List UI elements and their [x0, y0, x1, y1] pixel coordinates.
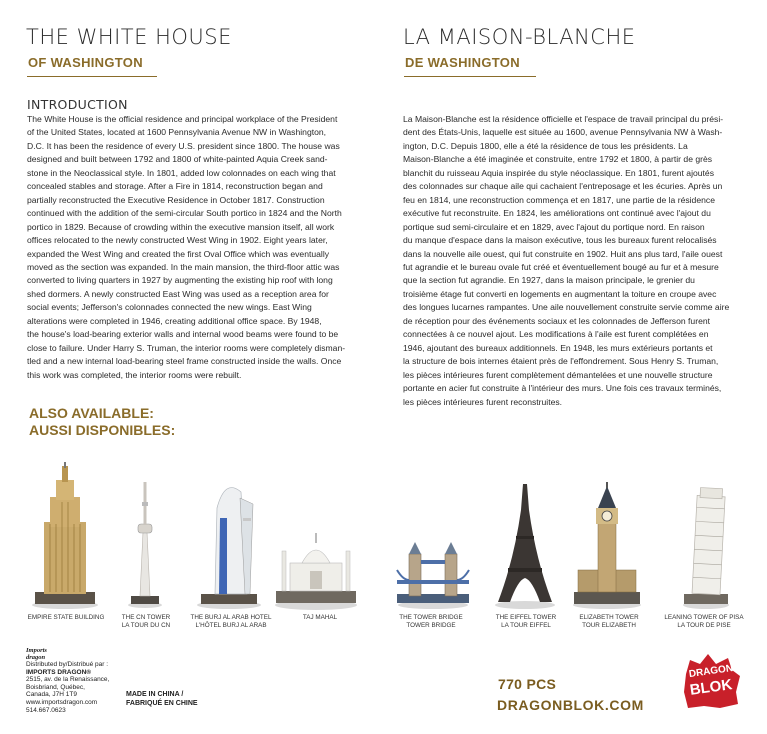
text-line: ington, D.C. Depuis 1800, elle a été la résidence de tous les présidents. La — [403, 140, 688, 151]
text-line: du manque d'espace dans la maison exécutive, tous les bureaux furent relocalisés — [403, 235, 717, 246]
text-line: this work was completed, the interior rooms were rebuilt. — [27, 369, 242, 380]
caption-en: TAJ MAHAL — [302, 614, 338, 621]
made-in-en: MADE IN CHINA / — [126, 691, 184, 698]
caption-taj-mahal — [282, 614, 358, 622]
caption-burj-al-arab — [183, 614, 279, 630]
caption-en: THE TOWER BRIDGE — [399, 614, 463, 621]
text-line: 1946, ajoutant des bureaux additionnels. En 1948, les murs extérieurs portants et — [403, 342, 713, 353]
caption-fr: TOWER BRIDGE — [406, 622, 456, 629]
caption-elizabeth-tower — [570, 614, 648, 630]
tower-bridge-model — [397, 540, 469, 610]
text-line: the house's load-bearing exterior walls and internal wood beams were found to be — [27, 329, 339, 340]
distributor-line: www.importsdragon.com — [26, 698, 98, 706]
caption-en: ELIZABETH TOWER — [579, 614, 639, 621]
also-available-heading — [29, 405, 175, 439]
text-line: alterations were completed in 1946, creating additional office space. By 1948, — [27, 315, 322, 326]
caption-empire-state-building — [18, 614, 114, 622]
english-title: THE WHITE HOUSE — [26, 25, 232, 49]
text-line: of the United States, located at 1600 Pennsylvania Avenue NW in Washington, — [27, 127, 327, 138]
text-line: Maison-Blanche a été imaginée et construite, entre 1792 et 1800, à partir de grès — [403, 154, 713, 165]
distributor-line: Distributed by/Distribué par : — [26, 661, 109, 668]
text-line: dent des États-Unis, laquelle est située au 1600, avenue Pennsylvania NW à Wash- — [403, 127, 723, 138]
caption-en: THE EIFFEL TOWER — [495, 614, 557, 621]
distributor-line: 514.667.0623 — [26, 706, 66, 714]
text-line: que la section fut agrandie. En 1927, dans la maison principale, le grenier du — [403, 275, 695, 286]
text-line: troisième étage fut converti en logements en augmentant la toiture en croupe avec — [403, 288, 717, 299]
text-line: moved as the section was expanded. In the main mansion, the third-floor attic was — [27, 261, 340, 272]
french-subtitle: DE WASHINGTON — [405, 55, 520, 70]
cn-tower-model — [125, 482, 165, 610]
english-subtitle: OF WASHINGTON — [28, 55, 143, 70]
text-line: La Maison-Blanche est la résidence officielle et l'espace de travail principal du prési- — [403, 114, 724, 124]
text-line: partially reconstructed the Executive Residence in October 1817. Construction — [27, 194, 325, 205]
caption-tower-bridge — [388, 614, 474, 630]
text-line: les pièces intérieures furent reconstruites. — [403, 396, 563, 407]
caption-eiffel-tower — [485, 614, 567, 630]
caption-fr: LA TOUR EIFFEL — [501, 622, 551, 629]
text-line: dans la nouvelle aile ouest, qui fut construite en 1902. Huit ans plus tard, l'aile ouest — [403, 248, 723, 259]
text-line: D.C. It has been the residence of every U.S. president since 1800. The house was — [27, 140, 340, 151]
made-in-fr: FABRIQUÉ EN CHINE — [126, 700, 198, 707]
text-line: feu en 1814, une reconstruction commença et en 1817, une partie de la résidence — [403, 194, 715, 205]
elizabeth-tower-model — [572, 482, 642, 610]
caption-fr: LA TOUR DE PISE — [677, 622, 731, 629]
distributor-line: IMPORTS DRAGON® — [26, 668, 92, 676]
distributor-line: Canada, J7H 1T9 — [26, 691, 77, 699]
text-line: portante en acier fut construite à l'intérieur des murs. Une fois ces travaux terminés, — [403, 383, 722, 394]
text-line: stone in the Neoclassical style. In 1801, added low colonnades on each wing that — [27, 167, 336, 178]
text-line: des longues lucarnes rampantes. Une aile nouvellement construite servie comme aire — [403, 302, 730, 313]
text-line: continued with the addition of the semi-circular South portico in 1824 and the North — [27, 208, 342, 219]
english-body — [27, 113, 372, 382]
website-url[interactable]: DRAGONBLOK.COM — [497, 697, 644, 713]
imports-dragon-logo — [26, 648, 66, 662]
leaning-tower-of-pisa-model — [682, 486, 730, 610]
text-line: connectées à ce nouvel ajout. Les modifications à l'aile est furent complétées en — [403, 329, 709, 340]
text-line: expanded the West Wing and created the first Oval Office which was eventually — [27, 248, 330, 259]
caption-fr: LA TOUR DU CN — [121, 622, 171, 629]
eiffel-tower-model — [494, 480, 556, 610]
caption-leaning-tower-of-pisa — [654, 614, 754, 630]
distributor-line: Boisbriand, Québec, — [26, 683, 85, 691]
text-line: The White House is the official residence and principal workplace of the President — [27, 114, 338, 124]
text-line: de réception pour des événements sociaux et les colonnades de Jefferson furent — [403, 315, 711, 326]
text-line: close to failure. Under Harry S. Truman, the interior rooms were completely disman- — [27, 342, 346, 353]
burj-al-arab-model — [195, 478, 263, 610]
dragon-blok-logo — [680, 652, 742, 710]
taj-mahal-model — [274, 533, 358, 610]
text-line: fut agrandie et le bureau ovale fut créé et éventuellement bougé au fur et à mesure — [403, 261, 719, 272]
text-line: les pièces intérieures furent complètement démantelées et une nouvelle structure — [403, 369, 713, 380]
piece-count: 770 PCS — [498, 676, 557, 692]
also-available-fr: AUSSI DISPONIBLES: — [29, 422, 176, 438]
french-body — [403, 113, 747, 409]
text-line: offices relocated to the newly constructed West Wing in 1902. Eight years later, — [27, 235, 328, 246]
imports-dragon-logo-text: Imports dragon — [26, 647, 47, 661]
introduction-heading: INTRODUCTION — [27, 97, 128, 112]
text-line: la structure de bois internes étaient près de l'effondrement. Sous Henry S. Truman, — [403, 356, 719, 367]
text-line: shed dormers. A newly constructed East Wing was used as a reception area for — [27, 288, 329, 299]
caption-en: THE CN TOWER — [121, 614, 171, 621]
english-title-rule — [27, 76, 157, 77]
caption-fr: TOUR ELIZABETH — [582, 622, 636, 629]
text-line: blanchit du ruisseau Aquia inspirée du style néoclassique. En 1801, furent ajoutés — [403, 167, 715, 178]
also-available-en: ALSO AVAILABLE: — [29, 405, 154, 421]
text-line: designed and built between 1792 and 1800 of white-painted Aquia Creek sand- — [27, 154, 328, 165]
made-in-china — [126, 690, 198, 708]
caption-fr: L'HÔTEL BURJ AL ARAB — [195, 622, 267, 629]
empire-state-building-model — [30, 462, 100, 610]
caption-en: LEANING TOWER OF PISA — [664, 614, 744, 621]
text-line: exécutive fut reconstruite. En 1824, les améliorations ont continué avec l'ajout du — [403, 208, 711, 219]
dragon-blok-logo-bottom-text: BLOK — [688, 676, 734, 699]
french-title: LA MAISON-BLANCHE — [403, 25, 636, 49]
text-line: des colonnades sur chaque aile qui cachaient l'entreposage et les écuries. Après un — [403, 181, 723, 192]
dragon-blok-logo-top-text: DRAGON — [688, 662, 734, 681]
text-line: portique sud semi-circulaire et en 1829, avec l'ajout du portique nord. En raison — [403, 221, 705, 232]
distributor-line: 2515, av. de la Renaissance, — [26, 676, 110, 684]
text-line: tled and a new internal load-bearing steel frame constructed inside the walls. Once — [27, 356, 342, 367]
text-line: portico in 1829. Because of crowding within the executive mansion itself, all work — [27, 221, 335, 232]
text-line: social events; Jefferson's colonnades connected the new wings. East Wing — [27, 302, 312, 313]
text-line: converted to living quarters in 1927 by augmenting the existing hip roof with long — [27, 275, 333, 286]
caption-en: THE BURJ AL ARAB HOTEL — [190, 614, 272, 621]
text-line: concealed stables and storage. After a Fire in 1814, reconstruction began and — [27, 181, 323, 192]
caption-cn-tower — [108, 614, 184, 630]
caption-en: EMPIRE STATE BUILDING — [27, 614, 105, 621]
french-title-rule — [404, 76, 536, 77]
